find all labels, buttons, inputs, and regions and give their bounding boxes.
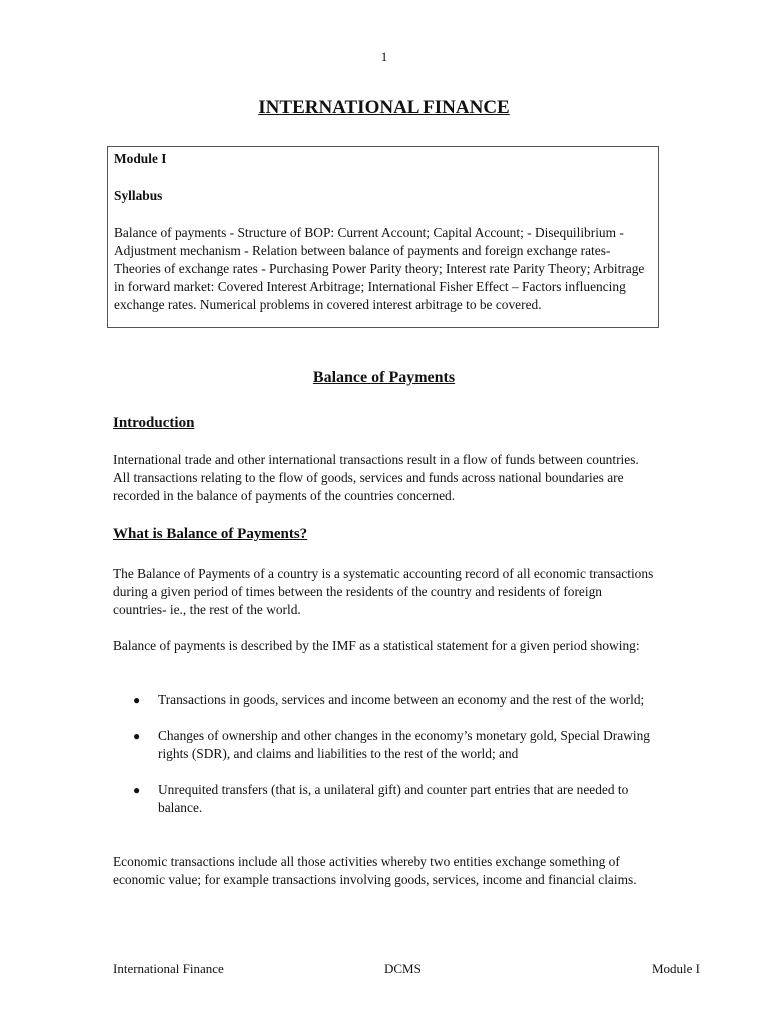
bullet-icon: ● bbox=[133, 693, 141, 707]
introduction-paragraph: International trade and other international transactions result in a flow of funds between countries. All transactions relating to the flow of goods, services and funds across national boundaries are recorded in the balance of payments of the countries concerned. bbox=[113, 452, 639, 503]
list-item bbox=[113, 691, 658, 709]
syllabus-label: Syllabus bbox=[114, 188, 163, 203]
document-title: INTERNATIONAL FINANCE bbox=[258, 97, 510, 118]
bop-definition-paragraph: The Balance of Payments of a country is a systematic accounting record of all economic transactions during a given period of times between the residents of the country and residents of foreign countries- ie., the rest of the world. bbox=[113, 566, 654, 617]
introduction-heading: Introduction bbox=[113, 415, 195, 431]
footer-left: International Finance bbox=[113, 961, 224, 976]
bullet-text: Changes of ownership and other changes in the economy’s monetary gold, Special Drawing rights (SDR), and claims and liabilities to the rest of the world; and bbox=[158, 728, 650, 761]
bullet-text: Transactions in goods, services and income between an economy and the rest of the world; bbox=[158, 692, 645, 707]
module-label: Module I bbox=[114, 151, 167, 166]
bullet-icon: ● bbox=[133, 729, 141, 743]
section-title: Balance of Payments bbox=[312, 369, 456, 386]
footer-right: Module I bbox=[651, 961, 700, 976]
bullet-icon: ● bbox=[133, 783, 141, 797]
syllabus-box bbox=[107, 146, 659, 328]
imf-description-paragraph: Balance of payments is described by the IMF as a statistical statement for a given period showing: bbox=[113, 638, 640, 653]
imf-bullet-list bbox=[113, 691, 658, 835]
list-item bbox=[113, 781, 658, 817]
page-footer bbox=[113, 960, 700, 978]
page-number: 1 bbox=[380, 49, 388, 64]
syllabus-text: Balance of payments - Structure of BOP: Current Account; Capital Account; - Disequilibrium - Adjustment mechanism - Relation between balance of payments and foreign exchange rates- Theories of exchange rates - Purchasing Power Parity theory; Interest rate Parity Theory; Arbitrage in forward market: Covered Interest Arbitrage; International Fisher Effect – Factors influencing exchange rates. Numerical problems in covered interest arbitrage to be covered. bbox=[114, 225, 645, 312]
bullet-text: Unrequited transfers (that is, a unilateral gift) and counter part entries that are needed to balance. bbox=[158, 782, 629, 815]
economic-transactions-paragraph: Economic transactions include all those activities whereby two entities exchange something of economic value; for example transactions involving goods, services, income and financial claims. bbox=[113, 854, 637, 887]
what-is-bop-heading: What is Balance of Payments? bbox=[113, 526, 308, 542]
footer-center: DCMS bbox=[384, 961, 421, 976]
list-item bbox=[113, 727, 658, 763]
